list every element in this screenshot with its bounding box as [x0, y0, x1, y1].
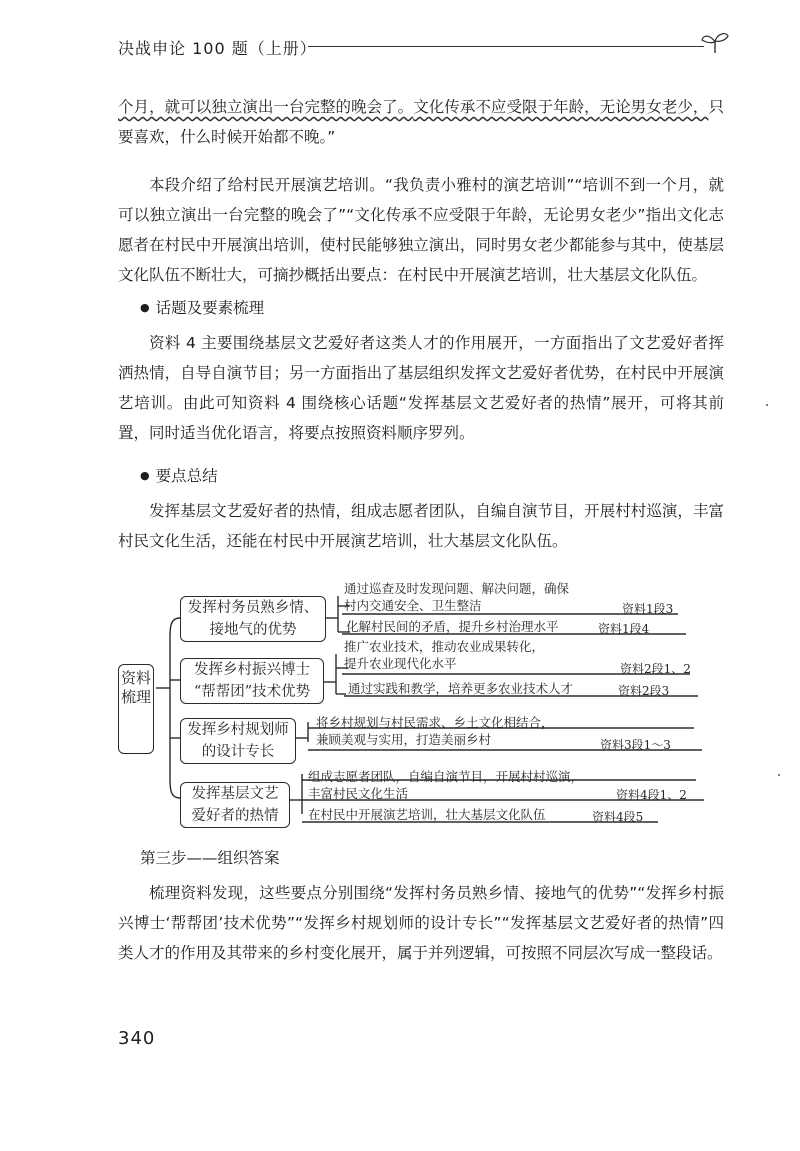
branch-3-line1: 发挥乡村规划师: [187, 722, 289, 738]
intro-quote: [118, 92, 724, 152]
intro-tail: 只要喜欢，什么时候开始都不晚。”: [118, 98, 724, 146]
branch-4-line1: 发挥基层文艺: [191, 786, 279, 802]
intro-underlined-3: 无论男女老少，: [599, 98, 709, 116]
root-node: 资料梳理: [118, 664, 154, 754]
page-number: 340: [118, 1028, 156, 1049]
topic-heading: [140, 296, 264, 320]
item-4-2: 在村民中开展演艺培训，壮大基层文化队伍: [308, 807, 546, 822]
topic-paragraph: 资料 4 主要围绕基层文艺爱好者这类人才的作用展开，一方面指出了文艺爱好者挥洒热情，自导自演节目；另一方面指出了基层组织发挥文艺爱好者优势，在村民中开展演艺培训。由此可知资料 4 围绕核心话题“发挥基层文艺爱好者的热情”展开，可将其前置，同时适当优化语言，将要点按照资料顺序罗列。: [118, 334, 724, 442]
bullet-dot-icon: ●: [140, 301, 150, 314]
summary-paragraph: 发挥基层文艺爱好者的热情，组成志愿者团队，自编自演节目，开展村村巡演，丰富村民文化生活，还能在村民中开展演艺培训，壮大基层文化队伍。: [118, 502, 724, 550]
branch-4-line2: 爱好者的热情: [191, 808, 279, 824]
leaf-sprout-icon: [700, 30, 730, 54]
branch-box-2: [180, 658, 324, 704]
branch-box-3: [180, 718, 296, 764]
branch-box-1: [180, 596, 326, 642]
item-1-1: 通过巡查及时发现问题、解决问题，确保 村内交通安全、卫生整洁: [344, 581, 570, 613]
conclusion-paragraph: 梳理资料发现，这些要点分别围绕“发挥村务员熟乡情、接地气的优势”“发挥乡村振兴博士‘帮帮团’技术优势”“发挥乡村规划师的设计专长”“发挥基层文艺爱好者的热情”四类人才的作用及其带来的乡村变化展开，属于并列逻辑，可按照不同层次写成一整段话。: [118, 884, 724, 962]
item-1-2: 化解村民间的矛盾，提升乡村治理水平: [346, 619, 559, 634]
scan-speck: [766, 404, 768, 406]
branch-2-line2: “帮帮团”技术优势: [193, 684, 311, 700]
topic-heading-text: 话题及要素梳理: [155, 299, 265, 317]
branch-1-line1: 发挥村务员熟乡情、: [187, 600, 319, 616]
ref-2-1: 资料2段1、2: [620, 662, 691, 676]
branch-3-line2: 的设计专长: [201, 744, 275, 760]
ref-1-2: 资料1段4: [598, 622, 650, 636]
item-4-1: 组成志愿者团队，自编自演节目，开展村村巡演， 丰富村民文化生活: [308, 769, 584, 801]
analysis-paragraph: 本段介绍了给村民开展演艺培训。“我负责小雅村的演艺培训”“培训不到一个月，就可以独立演出一台完整的晚会了”“文化传承不应受限于年龄，无论男女老少”指出文化志愿者在村民中开展演出培训，使村民能够独立演出，同时男女老少都能参与其中，使基层文化队伍不断壮大，可摘抄概括出要点：在村民中开展演艺培训，壮大基层文化队伍。: [118, 176, 724, 284]
ref-2-2: 资料2段3: [618, 684, 670, 698]
summary-heading: [140, 464, 218, 488]
branch-1-line2: 接地气的优势: [209, 622, 297, 638]
intro-underlined-1: 个月，就可以独立演出一台完整的晚会了。: [118, 98, 414, 116]
ref-4-2: 资料4段5: [592, 810, 644, 824]
scan-speck: [778, 774, 780, 776]
header-rule: [308, 46, 704, 47]
material-mindmap: [118, 581, 718, 830]
intro-underlined-2: 文化传承不应受限于年龄，: [413, 98, 600, 116]
bullet-dot-icon: ●: [140, 469, 150, 482]
summary-heading-text: 要点总结: [155, 467, 218, 485]
branch-box-4: [180, 782, 290, 828]
ref-4-1: 资料4段1、2: [616, 788, 687, 802]
item-2-1: 推广农业技术，推动农业成果转化， 提升农业现代化水平: [344, 639, 545, 671]
step3-heading: 第三步——组织答案: [140, 849, 280, 867]
item-2-2: 通过实践和教学，培养更多农业技术人才: [348, 681, 574, 696]
ref-3-1: 资料3段1～3: [600, 738, 671, 752]
running-header: 决战申论 100 题（上册）: [118, 39, 317, 58]
ref-1-1: 资料1段3: [622, 602, 674, 616]
branch-2-line1: 发挥乡村振兴博士: [194, 662, 310, 678]
item-3-1: 将乡村规划与村民需求、乡土文化相结合， 兼顾美观与实用，打造美丽乡村: [316, 715, 554, 747]
